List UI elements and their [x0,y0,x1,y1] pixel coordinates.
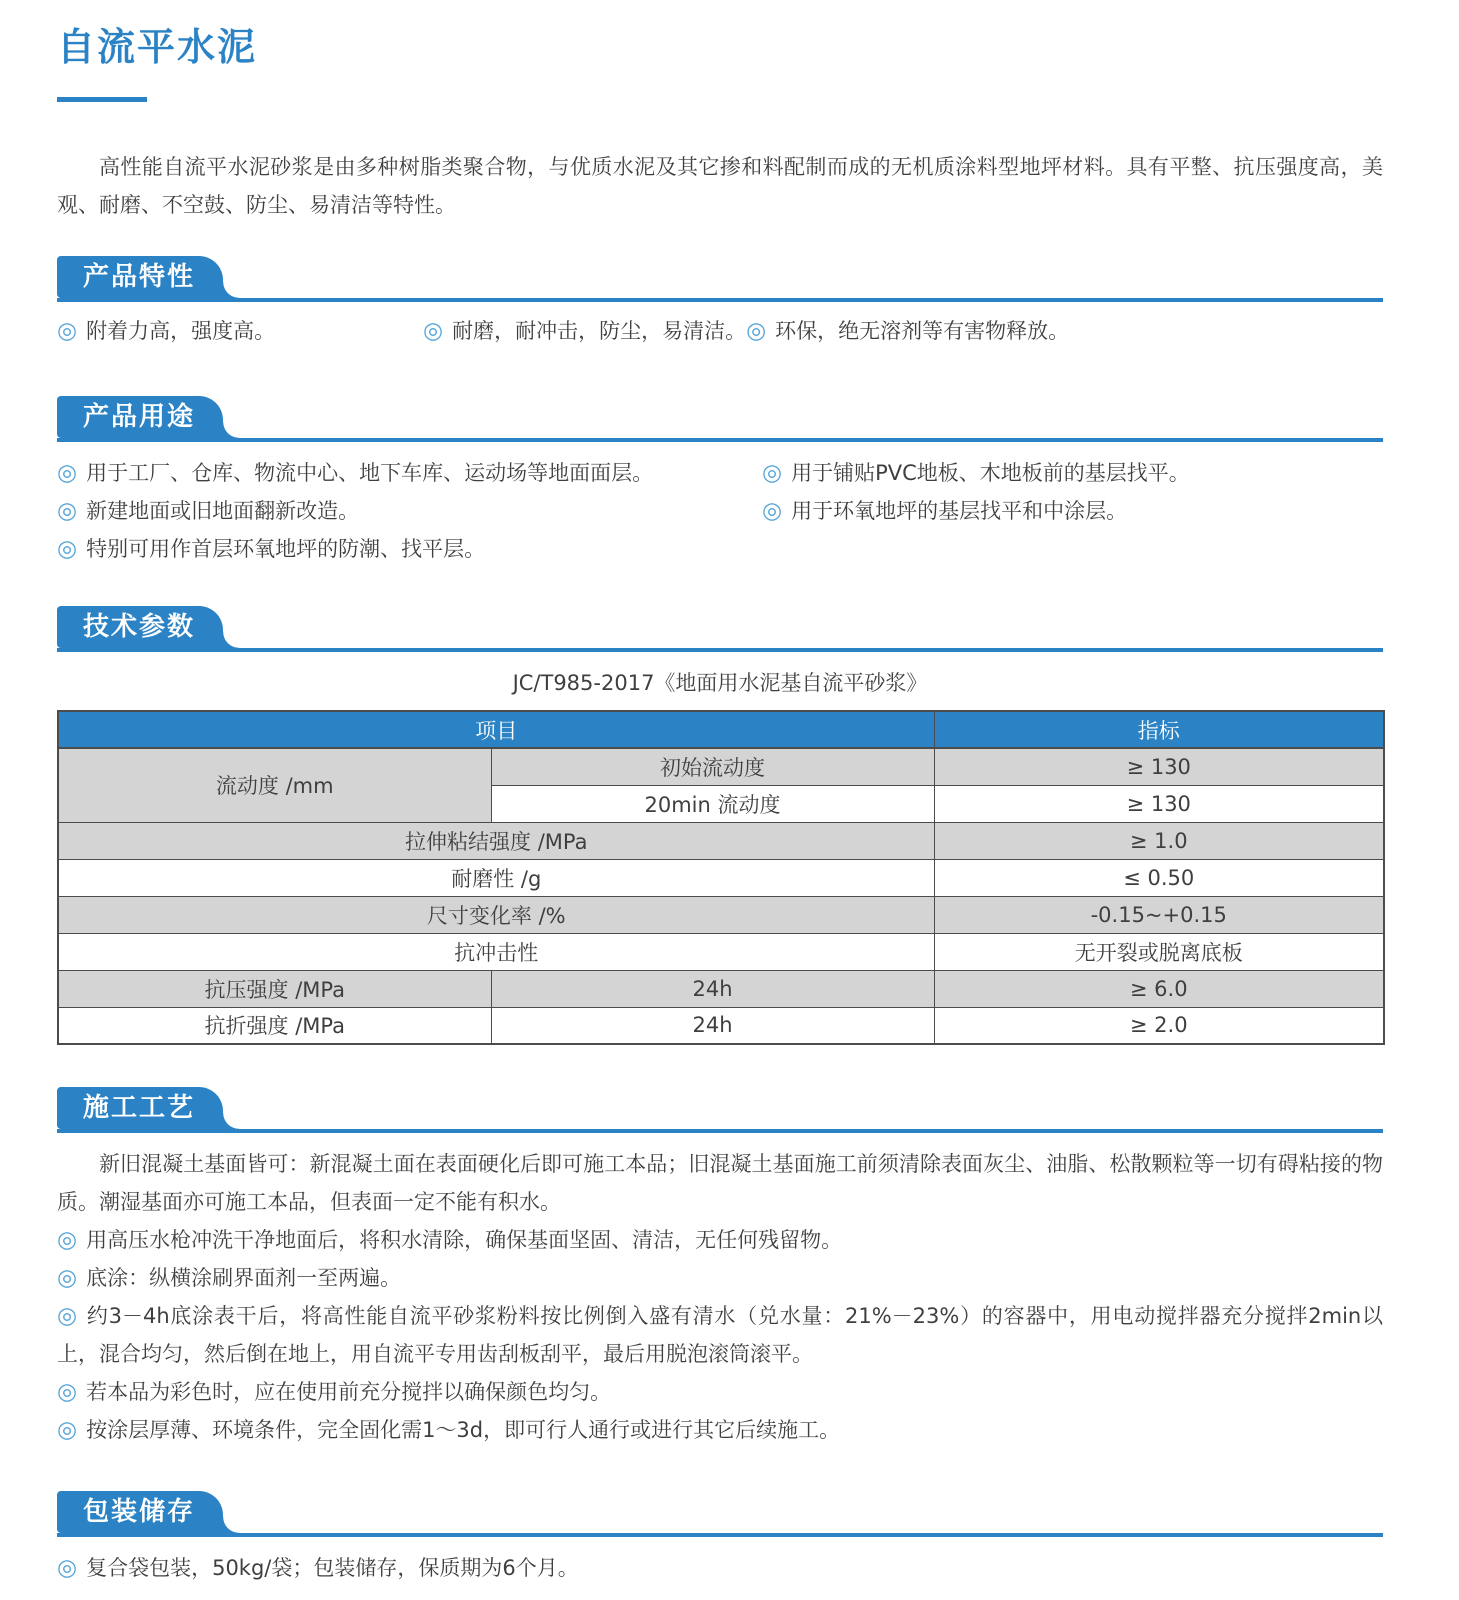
page-title: 自流平水泥 [57,25,258,69]
table-row [58,970,1384,1007]
section-rule [57,298,1383,302]
section-header-tech [57,606,1383,652]
table-header-row [58,711,1384,748]
feature-item-text: 耐磨，耐冲击，防尘，易清洁。 [452,319,747,343]
table-cell: 拉伸粘结强度 /MPa [58,822,934,859]
process-step-item [57,1221,1383,1259]
bullseye-bullet-icon: ◎ [57,536,78,562]
table-cell: 尺寸变化率 /% [58,896,934,933]
process-intro-paragraph: 新旧混凝土基面皆可：新混凝土面在表面硬化后即可施工本品；旧混凝土基面施工前须清除表面灰尘、油脂、松散颗粒等一切有碍粘接的物质。潮湿基面亦可施工本品，但表面一定不能有积水。 [57,1152,1383,1214]
packaging-item [57,1549,1383,1587]
feature-item-text: 环保，绝无溶剂等有害物释放。 [775,319,1070,343]
section-rule [57,648,1383,652]
section-rule [57,1533,1383,1537]
bullseye-bullet-icon: ◎ [57,318,78,344]
table-row [58,896,1384,933]
table-cell: ≥ 2.0 [934,1007,1384,1044]
table-cell: 耐磨性 /g [58,859,934,896]
use-item-text: 用于工厂、仓库、物流中心、地下车库、运动场等地面面层。 [86,461,654,485]
process-step-item [57,1411,1383,1449]
uses-right-column [762,454,1383,568]
table-cell: 抗折强度 /MPa [58,1007,491,1044]
bullseye-bullet-icon: ◎ [57,1265,78,1291]
use-item [762,492,1383,530]
uses-left-column [57,454,762,568]
use-item [57,530,762,568]
section-header-uses [57,396,1383,442]
feature-item [423,312,746,350]
table-cell: 抗冲击性 [58,933,934,970]
process-step-text: 若本品为彩色时，应在使用前充分搅拌以确保颜色均匀。 [86,1380,612,1404]
section-tab-packaging: 包装储存 [57,1491,223,1533]
section-header-process [57,1087,1383,1133]
bullseye-bullet-icon: ◎ [57,1417,78,1443]
bullseye-bullet-icon: ◎ [746,318,767,344]
bullseye-bullet-icon: ◎ [57,1227,78,1253]
use-item [57,454,762,492]
table-header-cell: 项目 [58,711,934,748]
feature-item [746,312,1069,350]
table-cell: 抗压强度 /MPa [58,970,491,1007]
bullseye-bullet-icon: ◎ [57,498,78,524]
table-cell: -0.15~+0.15 [934,896,1384,933]
table-cell: 无开裂或脱离底板 [934,933,1384,970]
bullseye-bullet-icon: ◎ [57,1555,78,1581]
section-tab-tech: 技术参数 [57,606,223,648]
use-item-text: 特别可用作首层环氧地坪的防潮、找平层。 [86,537,486,561]
section-rule [57,1129,1383,1133]
table-cell: ≥ 130 [934,785,1384,822]
section-header-packaging [57,1491,1383,1537]
use-item-text: 新建地面或旧地面翻新改造。 [86,499,360,523]
table-cell: 流动度 /mm [58,748,491,822]
use-item [57,492,762,530]
table-header-cell: 指标 [934,711,1384,748]
table-cell: ≥ 1.0 [934,822,1384,859]
feature-item [57,312,423,350]
process-step-item [57,1259,1383,1297]
section-tab-uses: 产品用途 [57,396,223,438]
table-row [58,748,1384,785]
process-step-item [57,1297,1383,1373]
table-cell: 初始流动度 [491,748,934,785]
feature-item-text: 附着力高，强度高。 [86,319,276,343]
table-cell: ≥ 130 [934,748,1384,785]
process-step-item [57,1373,1383,1411]
table-cell: 20min 流动度 [491,785,934,822]
bullseye-bullet-icon: ◎ [762,460,783,486]
features-list [57,312,1383,350]
table-cell: ≤ 0.50 [934,859,1384,896]
table-row [58,933,1384,970]
bullseye-bullet-icon: ◎ [57,1303,78,1329]
process-steps-list [57,1221,1383,1449]
process-step-text: 按涂层厚薄、环境条件，完全固化需1～3d，即可行人通行或进行其它后续施工。 [86,1418,841,1442]
use-item [762,454,1383,492]
section-tab-process: 施工工艺 [57,1087,223,1129]
bullseye-bullet-icon: ◎ [57,460,78,486]
table-cell: ≥ 6.0 [934,970,1384,1007]
table-cell: 24h [491,970,934,1007]
process-step-text: 用高压水枪冲洗干净地面后，将积水清除，确保基面坚固、清洁，无任何残留物。 [86,1228,843,1252]
standard-caption: JC/T985-2017《地面用水泥基自流平砂浆》 [512,671,928,695]
title-underline [57,97,147,102]
process-step-text: 底涂：纵横涂刷界面剂一至两遍。 [86,1266,402,1290]
section-header-features [57,256,1383,302]
use-item-text: 用于环氧地坪的基层找平和中涂层。 [791,499,1128,523]
spec-table [57,710,1385,1045]
uses-columns [57,454,1383,568]
packaging-list [57,1549,1383,1587]
bullseye-bullet-icon: ◎ [762,498,783,524]
section-tab-features: 产品特性 [57,256,223,298]
bullseye-bullet-icon: ◎ [57,1379,78,1405]
table-cell: 24h [491,1007,934,1044]
use-item-text: 用于铺贴PVC地板、木地板前的基层找平。 [791,461,1190,485]
process-step-text: 约3－4h底涂表干后，将高性能自流平砂浆粉料按比例倒入盛有清水（兑水量：21%－23%）的容器中，用电动搅拌器充分搅拌2min以上，混合均匀，然后倒在地上，用自流平专用齿刮板刮平，最后用脱泡滚筒滚平。 [57,1304,1384,1366]
table-row [58,822,1384,859]
intro-paragraph: 高性能自流平水泥砂浆是由多种树脂类聚合物，与优质水泥及其它掺和料配制而成的无机质涂料型地坪材料。具有平整、抗压强度高，美观、耐磨、不空鼓、防尘、易清洁等特性。 [57,155,1383,217]
table-row [58,1007,1384,1044]
bullseye-bullet-icon: ◎ [423,318,444,344]
packaging-item-text: 复合袋包装，50kg/袋；包装储存，保质期为6个月。 [86,1556,579,1580]
table-row [58,859,1384,896]
section-rule [57,438,1383,442]
